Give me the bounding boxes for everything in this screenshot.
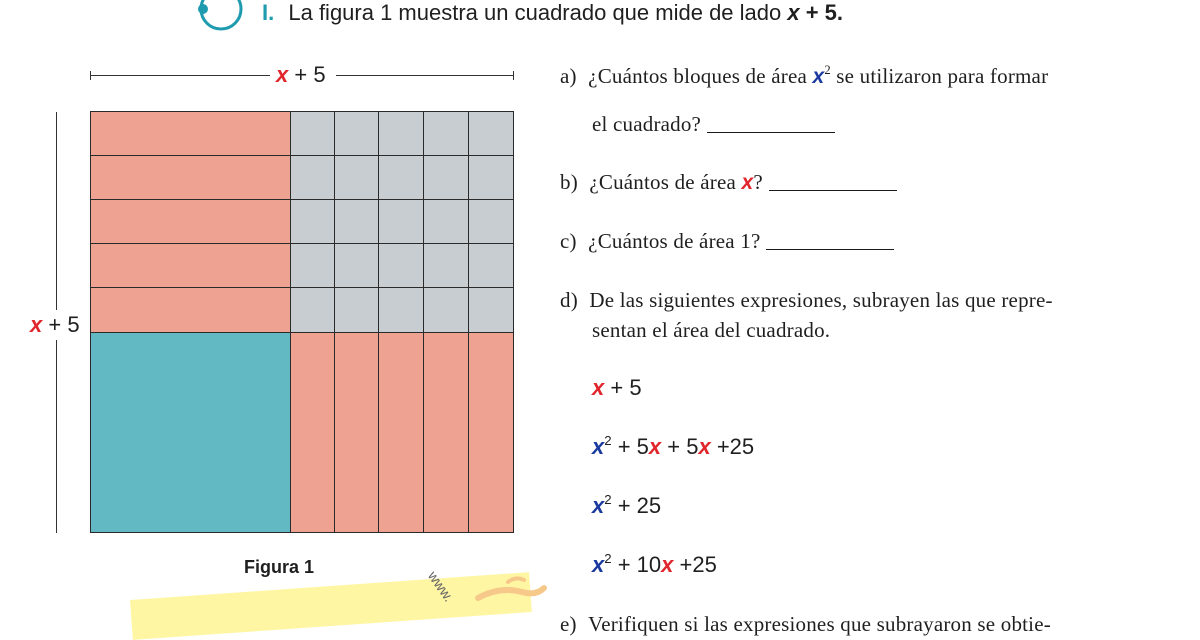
unit-tile [290, 243, 335, 288]
option-expression-4[interactable]: $x^2 + 10x +25$ [592, 550, 717, 577]
x-squared-tile [90, 332, 291, 533]
x-tile [90, 287, 291, 333]
unit-tile [334, 111, 379, 156]
unit-tile [468, 155, 514, 200]
unit-tile [423, 199, 469, 244]
answer-blank-c[interactable] [766, 231, 894, 250]
question-e: e) Verifiquen si las expresiones que subrayaron se obtie- [560, 612, 1051, 636]
unit-tile [378, 111, 424, 156]
x-tile-vertical [468, 332, 514, 533]
x-tile-vertical [378, 332, 424, 533]
unit-tile [290, 199, 335, 244]
question-a-line2: el cuadrado? [592, 112, 835, 137]
exercise-expr-var: x [787, 0, 800, 25]
top-dimension-label: x + 5 [276, 62, 326, 87]
question-d-line2: sentan el área del cuadrado. [592, 318, 831, 342]
left-dimension-label: x + 5 [30, 310, 80, 340]
unit-tile [468, 199, 514, 244]
x-tile [90, 111, 291, 156]
unit-tile [423, 111, 469, 156]
x-tile-vertical [290, 332, 335, 533]
unit-tile [378, 243, 424, 288]
x-tile-vertical [423, 332, 469, 533]
figure-caption: Figura 1 [244, 557, 315, 577]
unit-tile [423, 287, 469, 333]
option-expression-2[interactable]: $x^2 + 5x + 5x +25$ [592, 432, 755, 459]
watermark-logo-icon [470, 568, 550, 608]
unit-tile [290, 155, 335, 200]
question-d-label: d) [560, 288, 578, 312]
question-e-label: e) [560, 612, 577, 636]
unit-tile [290, 287, 335, 333]
question-b: b) ¿Cuántos de área x? [560, 170, 897, 195]
x-tile [90, 199, 291, 244]
unit-tile [378, 199, 424, 244]
x-tile [90, 155, 291, 200]
unit-tile [290, 111, 335, 156]
exercise-text: La figura 1 muestra un cuadrado que mide de lado [288, 0, 788, 25]
header-bullet-icon [198, 0, 244, 32]
unit-tile [423, 155, 469, 200]
x-tile-vertical [334, 332, 379, 533]
unit-tile [468, 287, 514, 333]
unit-tile [378, 287, 424, 333]
x-tile [90, 243, 291, 288]
option-expression-1[interactable]: x + 5 [592, 375, 642, 400]
exercise-heading [262, 0, 843, 26]
unit-tile [334, 243, 379, 288]
unit-tile [334, 287, 379, 333]
question-a-line1: a) ¿Cuántos bloques de área $x^2$ se utilizaron para formar [560, 63, 1049, 88]
question-a-label: a) [560, 64, 577, 88]
answer-blank-a[interactable] [707, 114, 835, 133]
unit-tile [378, 155, 424, 200]
answer-blank-b[interactable] [769, 172, 897, 191]
algebra-tiles-square [90, 111, 514, 533]
unit-tile [468, 111, 514, 156]
unit-tile [468, 243, 514, 288]
exercise-expr-rest: + 5. [799, 0, 844, 25]
question-b-label: b) [560, 170, 578, 194]
unit-tile [334, 155, 379, 200]
option-expression-3[interactable]: $x^2 + 25$ [592, 491, 662, 518]
watermark-text: www. [424, 568, 458, 605]
exercise-number: I. [262, 0, 275, 25]
question-c-label: c) [560, 229, 577, 253]
question-d-line1: d) De las siguientes expresiones, subrayen las que repre- [560, 288, 1053, 312]
unit-tile [334, 199, 379, 244]
question-c: c) ¿Cuántos de área 1? [560, 229, 894, 254]
unit-tile [423, 243, 469, 288]
